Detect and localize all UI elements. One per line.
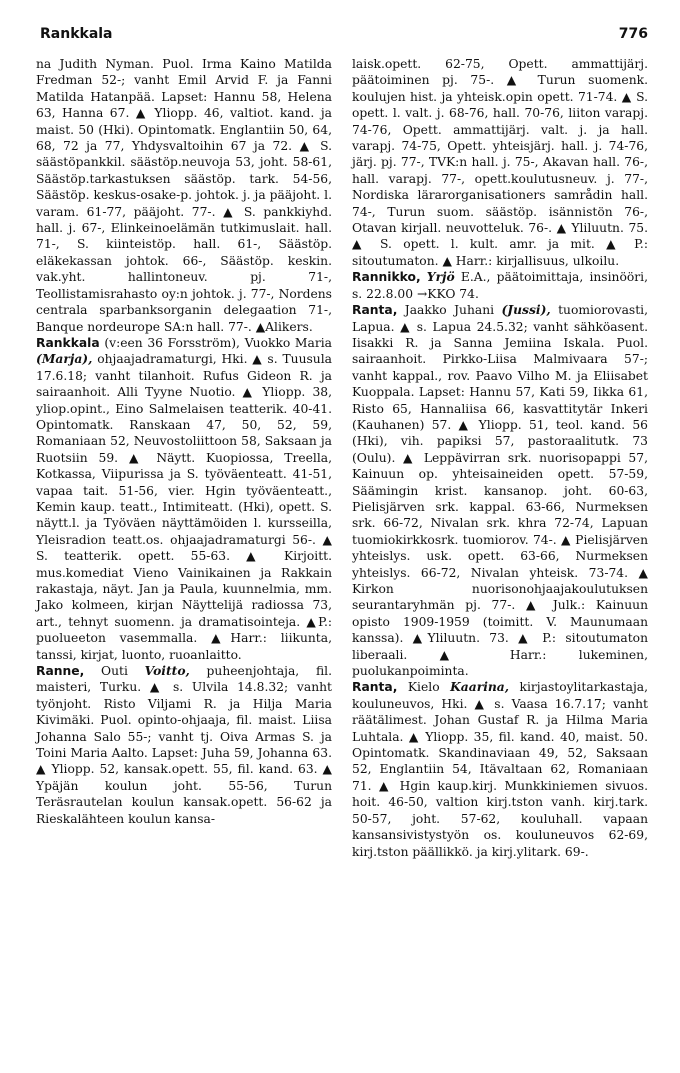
right-column [352,56,648,860]
entry-calling-name: Yrjö [426,269,455,285]
entry-surname: Rannikko, [352,270,421,285]
entry-text: kirjastoylitarkastaja, kouluneuvos, Hki. ▲ s. Vaasa 16.7.17; vanht räätälimest. Johan Gustaf R. ja Hilma Maria Luhtala. ▲ Yliopp. 35, fil. kand. 40, maist. 50. Opintomatk. Skandinaviaan 49, 52, Saksaan 52, Englantiin 54, Itävaltaan 62, Romaniaan 71. ▲ Hgin kaup.kirj. Munkkiniemen sivuos. hoit. 46-50, valtion kirj.tston vanh. kirj.tark. 50-57, joht. 57-62, kouluhall. vapaan kansansivistystyön os. kouluneuvos 62-69, kirj.tston päällikkö. ja kirj.ylitark. 69-. [352,680,648,859]
biography-entry [352,302,648,679]
entry-text: laisk.opett. 62-75, Opett. ammattijärj. päätoiminen pj. 75-. ▲ Turun suomenk. koulujen hist. ja yhteisk.opin opett. 71-74. ▲ S. opett. l. valt. j. 68-76, hall. 70-76, liiton varapj. 74-76, Opett. ammattijärj. valt. j. ja hall. varapj. 74-75, Opett. yhteisjärj. hall. j. 74-76, järj. pj. 77-, TVK:n hall. j. 75-, Akavan hall. 76-, hall. varapj. 77-, opett.koulutusneuv. j. 77-, Nordiska lärarorganisationers samrådin hall. 74-, Turun suom. säästöp. isännistön 76-, Otavan kirjall. neuvotteluk. 76-. ▲ Yliluutn. 75. ▲ S. opett. l. kult. amr. ja mit. ▲ P.: sitoutumaton. ▲ Harr.: kirjallisuus, ulkoilu. [352,57,648,268]
page-number: 776 [618,26,648,42]
entry-text: (v:een 36 Forsström), Vuokko Maria [99,335,332,350]
biography-entry [352,679,648,859]
entry-text: na Judith Nyman. Puol. Irma Kaino Matilda Fredman 52-; vanht Emil Arvid F. ja Fanni Matilda Hatanpää. Lapset: Hannu 58, Helena 63, Hanna 67. ▲ Yliopp. 46, valtiot. kand. ja maist. 50 (Hki). Opintomatk. Englantiin 50, 64, 68, 72 ja 77, Yhdysvaltoihin 67 ja 72. ▲ S. säästöpankkil. säästöp.neuvoja 53, joht. 58-61, Säästöp.tarkastuksen säästöp. tark. 54-56, Säästöp. keskus-osake-p. johtok. j. ja pääjoht. l. varam. 61-77, pääjoht. 77-. ▲ S. pankkiyhd. hall. j. 67-, Elinkeinoelämän tutkimuslait. hall. 71-, S. kiinteistöp. hall. 61-, Säästöp. eläkekassan johtok. 66-, Säästöp. keskin. vak.yht. hallintoneuv. pj. 71-, Teollistamisrahasto oy:n johtok. j. 77-, Nordens centrala sparbanksorganin delegaation 71-, Banque nordeurope SA:n hall. 77-. ▲Alikers. [36,57,332,334]
entry-calling-name: (Marja), [36,351,93,367]
entry-text: Jaakko Juhani [397,303,502,318]
entry-text: Outi [84,664,145,679]
entry-calling-name: Voitto, [144,663,190,679]
entry-calling-name: Kaarina, [450,679,510,695]
page-header [40,26,648,46]
entry-text: ohjaajadramaturgi, Hki. ▲ s. Tuusula 17.6.18; vanht tilanhoit. Rufus Gideon R. ja sairaanhoit. Alli Tyyne Nuotio. ▲ Yliopp. 38, yliop.opint., Eino Salmelaisen teatterik. 40-41. Opintomatk. Ranskaan 47, 50, 52, 59, Romaniaan 52, Neuvostoliittoon 58, Saksaan ja Ruotsiin 59. ▲ Näytt. Kuopiossa, Treella, Kotkassa, Viipurissa ja S. työväenteatt. 41-51, vapaa tait. 51-56, vier. Hgin työväenteatt., Kemin kaup. teatt., Intimiteatt. (Hki), opett. S. näytt.l. ja Työväen näyttämöiden l. kursseilla, Yleisradion teatt.os. ohjaajadramaturgi 56-. ▲ S. teatterik. opett. 55-63. ▲ Kirjoitt. mus.komediat Vieno Vainikainen ja Rakkain rakastaja, näyt. Jan ja Paula, kuunnelmia, mm. Jako kolmeen, kirjan Näyttelijä radiossa 73, art., tehnyt suomenn. ja dramatisointeja. ▲P.: puolueeton vasemmalla. ▲Harr.: liikunta, tanssi, kirjat, luonto, ruoanlaitto. [36,352,332,662]
entry-surname: Ranta, [352,680,398,695]
entry-surname: Ranta, [352,303,398,318]
biography-entry [36,56,332,335]
running-head: Rankkala [40,26,113,42]
left-column [36,56,332,827]
entry-text: puheenjohtaja, fil. maisteri, Turku. ▲ s. Ulvila 14.8.32; vanht työnjoht. Risto Viljami R. ja Hilja Maria Kivimäki. Puol. opinto-ohjaaja, fil. maist. Liisa Johanna Salo 55-; vanht tj. Oiva Armas S. ja Toini Maria Aalto. Lapset: Juha 59, Johanna 63. ▲ Yliopp. 52, kansak.opett. 55, fil. kand. 63. ▲ Ypäjän koulun joht. 55-56, Turun Teräsrautelan koulun kansak.opett. 56-62 ja Rieskalähteen koulun kansa- [36,664,332,826]
entry-text: Kielo [397,680,451,695]
entry-surname: Rankkala [36,335,100,350]
biography-entry [36,663,332,827]
entry-surname: Ranne, [36,664,85,679]
entry-text: E.A., päätoimittaja, insinööri, s. 22.8.00 →KKO 74. [352,270,648,301]
biography-entry [36,335,332,663]
biography-entry [352,56,648,269]
entry-text: tuomiorovasti, Lapua. ▲ s. Lapua 24.5.32; vanht sähköasent. Iisakki R. ja Sanna Jemiina Iskala. Puol. sairaanhoit. Pirkko-Liisa Malmivaara 57-; vanht kappal., rov. Paavo Vilho M. ja Eliisabet Kuoppala. Lapset: Hannu 57, Kati 59, Iikka 61, Risto 65, Hannaliisa 66, kasvattitytär Inkeri (Kauhanen) 57. ▲ Yliopp. 51, teol. kand. 56 (Hki), vih. papiksi 57, pastoraalitutk. 73 (Oulu). ▲ Leppävirran srk. nuorisopappi 57, Kainuun op. yhteisaineiden opett. 57-59, Säämingin krist. kansanop. joht. 60-63, Pielisjärven srk. kappal. 63-66, Nurmeksen srk. 66-72, Nivalan srk. khra 72-74, Lapuan tuomiokirkkosrk. tuomiorov. 74-. ▲ Pielisjärven yhteislys. usk. opett. 63-66, Nurmeksen yhteislys. 66-72, Nivalan yhteisk. 73-74. ▲ Kirkon nuorisonohjaajakoulutuksen seurantaryhmän pj. 77-. ▲ Julk.: Kainuun opisto 1909-1959 (toimitt. V. Maunumaan kanssa). ▲Yliluutn. 73. ▲ P.: sitoutumaton liberaali. ▲ Harr.: lukeminen, puolukanpoiminta. [352,303,648,679]
entry-calling-name: (Jussi), [501,302,551,318]
biography-entry [352,269,648,302]
